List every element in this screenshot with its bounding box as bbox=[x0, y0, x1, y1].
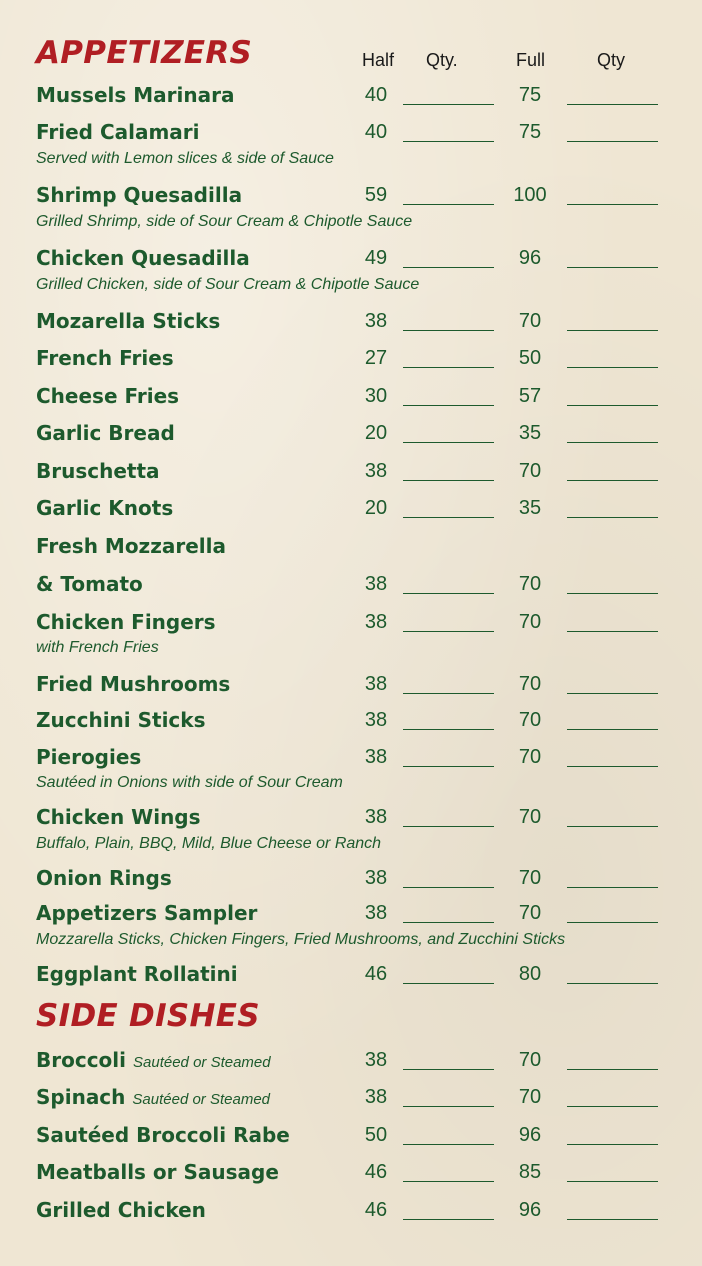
menu-item-row bbox=[0, 421, 702, 445]
half-qty-line[interactable] bbox=[403, 1069, 494, 1070]
item-name-text: & Tomato bbox=[36, 572, 143, 596]
item-name bbox=[36, 246, 250, 270]
side-dishes-title: SIDE DISHES bbox=[36, 998, 260, 1034]
item-name-text: Eggplant Rollatini bbox=[36, 962, 238, 986]
menu-item-row bbox=[0, 962, 702, 986]
half-qty-line[interactable] bbox=[403, 729, 494, 730]
full-qty-line[interactable] bbox=[567, 267, 658, 268]
item-name bbox=[36, 496, 173, 520]
half-price: 40 bbox=[364, 84, 388, 106]
item-name-text: Appetizers Sampler bbox=[36, 901, 258, 925]
item-name-text: Fried Mushrooms bbox=[36, 672, 231, 696]
half-qty-line[interactable] bbox=[403, 442, 494, 443]
item-description: Served with Lemon slices & side of Sauce bbox=[36, 150, 334, 167]
half-price: 38 bbox=[364, 902, 388, 924]
half-price: 38 bbox=[364, 611, 388, 633]
item-inline-description: Sautéed or Steamed bbox=[133, 1054, 271, 1071]
item-name bbox=[36, 1198, 206, 1222]
menu-item-row bbox=[0, 346, 702, 370]
item-name bbox=[36, 83, 234, 107]
full-qty-line[interactable] bbox=[567, 1181, 658, 1182]
half-price: 59 bbox=[364, 184, 388, 206]
menu-item-row bbox=[0, 534, 702, 558]
half-price: 38 bbox=[364, 709, 388, 731]
half-qty-line[interactable] bbox=[403, 983, 494, 984]
full-price: 70 bbox=[518, 460, 542, 482]
full-price: 57 bbox=[518, 385, 542, 407]
full-price: 75 bbox=[518, 84, 542, 106]
half-qty-line[interactable] bbox=[403, 405, 494, 406]
menu-item-row bbox=[0, 309, 702, 333]
menu-item-row bbox=[0, 384, 702, 408]
full-price: 96 bbox=[518, 247, 542, 269]
item-name-text: Spinach bbox=[36, 1085, 126, 1109]
full-price: 70 bbox=[518, 673, 542, 695]
full-price: 35 bbox=[518, 497, 542, 519]
half-price: 38 bbox=[364, 1086, 388, 1108]
full-price: 70 bbox=[518, 709, 542, 731]
half-qty-line[interactable] bbox=[403, 267, 494, 268]
half-qty-line[interactable] bbox=[403, 1106, 494, 1107]
half-qty-line[interactable] bbox=[403, 141, 494, 142]
item-name bbox=[36, 805, 201, 829]
full-price: 75 bbox=[518, 121, 542, 143]
half-price: 49 bbox=[364, 247, 388, 269]
full-column-header: Full bbox=[516, 50, 546, 70]
full-qty-line[interactable] bbox=[567, 887, 658, 888]
item-name-text: Chicken Fingers bbox=[36, 610, 216, 634]
full-qty-line[interactable] bbox=[567, 1069, 658, 1070]
item-description: Grilled Chicken, side of Sour Cream & Chipotle Sauce bbox=[36, 276, 420, 293]
menu-item-row bbox=[0, 83, 702, 107]
full-price: 70 bbox=[518, 902, 542, 924]
full-qty-line[interactable] bbox=[567, 922, 658, 923]
menu-item-row bbox=[0, 901, 702, 925]
half-price: 50 bbox=[364, 1124, 388, 1146]
menu-item-row bbox=[0, 672, 702, 696]
full-qty-line[interactable] bbox=[567, 983, 658, 984]
full-price: 96 bbox=[518, 1199, 542, 1221]
half-price: 46 bbox=[364, 1161, 388, 1183]
half-price: 38 bbox=[364, 746, 388, 768]
item-name-text: Broccoli bbox=[36, 1048, 127, 1072]
full-price: 70 bbox=[518, 806, 542, 828]
full-price: 100 bbox=[513, 184, 547, 206]
half-price: 30 bbox=[364, 385, 388, 407]
item-description: Sautéed in Onions with side of Sour Cream bbox=[36, 774, 343, 791]
menu-item-row bbox=[0, 708, 702, 732]
item-name-text: Garlic Knots bbox=[36, 496, 174, 520]
full-qty-line[interactable] bbox=[567, 517, 658, 518]
item-name-text: Cheese Fries bbox=[36, 384, 180, 408]
item-name bbox=[36, 1123, 290, 1147]
item-name bbox=[36, 1085, 270, 1112]
item-name bbox=[36, 901, 257, 925]
full-qty-line[interactable] bbox=[567, 766, 658, 767]
half-price: 38 bbox=[364, 806, 388, 828]
half-price: 20 bbox=[364, 422, 388, 444]
half-price: 38 bbox=[364, 460, 388, 482]
full-price: 96 bbox=[518, 1124, 542, 1146]
full-qty-line[interactable] bbox=[567, 480, 658, 481]
half-price: 46 bbox=[364, 963, 388, 985]
half-qty-line[interactable] bbox=[403, 766, 494, 767]
item-name bbox=[36, 962, 238, 986]
item-name bbox=[36, 534, 226, 558]
half-price: 38 bbox=[364, 673, 388, 695]
menu-item-row bbox=[0, 572, 702, 596]
half-price: 20 bbox=[364, 497, 388, 519]
half-qty-line[interactable] bbox=[403, 631, 494, 632]
menu-item-row bbox=[0, 805, 702, 829]
half-qty-line[interactable] bbox=[403, 1181, 494, 1182]
menu-item-row bbox=[0, 1048, 702, 1072]
full-price: 70 bbox=[518, 1086, 542, 1108]
menu-item-row bbox=[0, 120, 702, 144]
half-qty-line[interactable] bbox=[403, 517, 494, 518]
full-price: 85 bbox=[518, 1161, 542, 1183]
half-qty-line[interactable] bbox=[403, 104, 494, 105]
half-price: 27 bbox=[364, 347, 388, 369]
item-name-text: Grilled Chicken bbox=[36, 1198, 206, 1222]
menu-item-row bbox=[0, 1123, 702, 1147]
item-name-text: Mozarella Sticks bbox=[36, 309, 221, 333]
item-name bbox=[36, 866, 172, 890]
item-name bbox=[36, 346, 174, 370]
item-name-text: Zucchini Sticks bbox=[36, 708, 206, 732]
half-qty-line[interactable] bbox=[403, 204, 494, 205]
menu-item-row bbox=[0, 1198, 702, 1222]
full-price: 70 bbox=[518, 867, 542, 889]
full-price: 70 bbox=[518, 310, 542, 332]
item-name bbox=[36, 1048, 271, 1075]
full-price: 70 bbox=[518, 1049, 542, 1071]
item-name-text: Pierogies bbox=[36, 745, 142, 769]
full-qty-line[interactable] bbox=[567, 826, 658, 827]
full-qty-line[interactable] bbox=[567, 631, 658, 632]
menu-item-row bbox=[0, 496, 702, 520]
menu-item-row bbox=[0, 459, 702, 483]
item-name bbox=[36, 384, 179, 408]
item-name-text: Fried Calamari bbox=[36, 120, 200, 144]
item-description: with French Fries bbox=[36, 639, 159, 656]
menu-item-row bbox=[0, 246, 702, 270]
item-name bbox=[36, 309, 220, 333]
half-qty-line[interactable] bbox=[403, 593, 494, 594]
item-name-text: Shrimp Quesadilla bbox=[36, 183, 243, 207]
item-name bbox=[36, 572, 143, 596]
appetizers-title: APPETIZERS bbox=[36, 35, 253, 71]
menu-item-row bbox=[0, 745, 702, 769]
full-price: 70 bbox=[518, 746, 542, 768]
item-description: Grilled Shrimp, side of Sour Cream & Chipotle Sauce bbox=[36, 213, 413, 230]
full-qty-line[interactable] bbox=[567, 330, 658, 331]
item-name-text: French Fries bbox=[36, 346, 174, 370]
menu-item-row bbox=[0, 183, 702, 207]
full-qty-line[interactable] bbox=[567, 1144, 658, 1145]
full-price: 70 bbox=[518, 573, 542, 595]
menu-item-row bbox=[0, 1160, 702, 1184]
half-price: 46 bbox=[364, 1199, 388, 1221]
item-name bbox=[36, 672, 230, 696]
half-qty-line[interactable] bbox=[403, 480, 494, 481]
full-qty-line[interactable] bbox=[567, 367, 658, 368]
full-qty-line[interactable] bbox=[567, 141, 658, 142]
half-price: 38 bbox=[364, 867, 388, 889]
half-qty-line[interactable] bbox=[403, 330, 494, 331]
menu-item-row bbox=[0, 610, 702, 634]
item-name bbox=[36, 610, 216, 634]
item-name-text: Mussels Marinara bbox=[36, 83, 235, 107]
item-name-text: Sautéed Broccoli Rabe bbox=[36, 1123, 290, 1147]
item-name-text: Fresh Mozzarella bbox=[36, 534, 226, 558]
half-column-header: Half bbox=[362, 50, 395, 70]
half-price: 38 bbox=[364, 310, 388, 332]
full-qty-line[interactable] bbox=[567, 593, 658, 594]
full-price: 50 bbox=[518, 347, 542, 369]
item-description: Buffalo, Plain, BBQ, Mild, Blue Cheese or Ranch bbox=[36, 835, 382, 852]
half-qty-line[interactable] bbox=[403, 367, 494, 368]
item-name bbox=[36, 120, 200, 144]
item-name-text: Meatballs or Sausage bbox=[36, 1160, 279, 1184]
half-qty-line[interactable] bbox=[403, 922, 494, 923]
qty-column-header-2: Qty bbox=[597, 50, 626, 70]
item-description: Mozzarella Sticks, Chicken Fingers, Fried Mushrooms, and Zucchini Sticks bbox=[36, 931, 566, 948]
item-name bbox=[36, 421, 175, 445]
half-qty-line[interactable] bbox=[403, 693, 494, 694]
item-name-text: Onion Rings bbox=[36, 866, 172, 890]
item-inline-description: Sautéed or Steamed bbox=[132, 1091, 270, 1108]
half-qty-line[interactable] bbox=[403, 1144, 494, 1145]
full-qty-line[interactable] bbox=[567, 1106, 658, 1107]
full-qty-line[interactable] bbox=[567, 729, 658, 730]
item-name bbox=[36, 745, 141, 769]
half-qty-line[interactable] bbox=[403, 887, 494, 888]
full-qty-line[interactable] bbox=[567, 104, 658, 105]
full-qty-line[interactable] bbox=[567, 693, 658, 694]
menu-item-row bbox=[0, 1085, 702, 1109]
half-price: 38 bbox=[364, 573, 388, 595]
half-price: 38 bbox=[364, 1049, 388, 1071]
item-name bbox=[36, 459, 160, 483]
full-qty-line[interactable] bbox=[567, 1219, 658, 1220]
full-qty-line[interactable] bbox=[567, 405, 658, 406]
full-qty-line[interactable] bbox=[567, 204, 658, 205]
half-qty-line[interactable] bbox=[403, 1219, 494, 1220]
full-qty-line[interactable] bbox=[567, 442, 658, 443]
item-name-text: Chicken Quesadilla bbox=[36, 246, 250, 270]
item-name bbox=[36, 1160, 279, 1184]
item-name-text: Chicken Wings bbox=[36, 805, 201, 829]
full-price: 35 bbox=[518, 422, 542, 444]
qty-column-header: Qty. bbox=[426, 50, 458, 70]
menu-item-row bbox=[0, 866, 702, 890]
item-name-text: Garlic Bread bbox=[36, 421, 175, 445]
item-name-text: Bruschetta bbox=[36, 459, 160, 483]
full-price: 70 bbox=[518, 611, 542, 633]
half-qty-line[interactable] bbox=[403, 826, 494, 827]
item-name bbox=[36, 708, 205, 732]
full-price: 80 bbox=[518, 963, 542, 985]
item-name bbox=[36, 183, 242, 207]
half-price: 40 bbox=[364, 121, 388, 143]
